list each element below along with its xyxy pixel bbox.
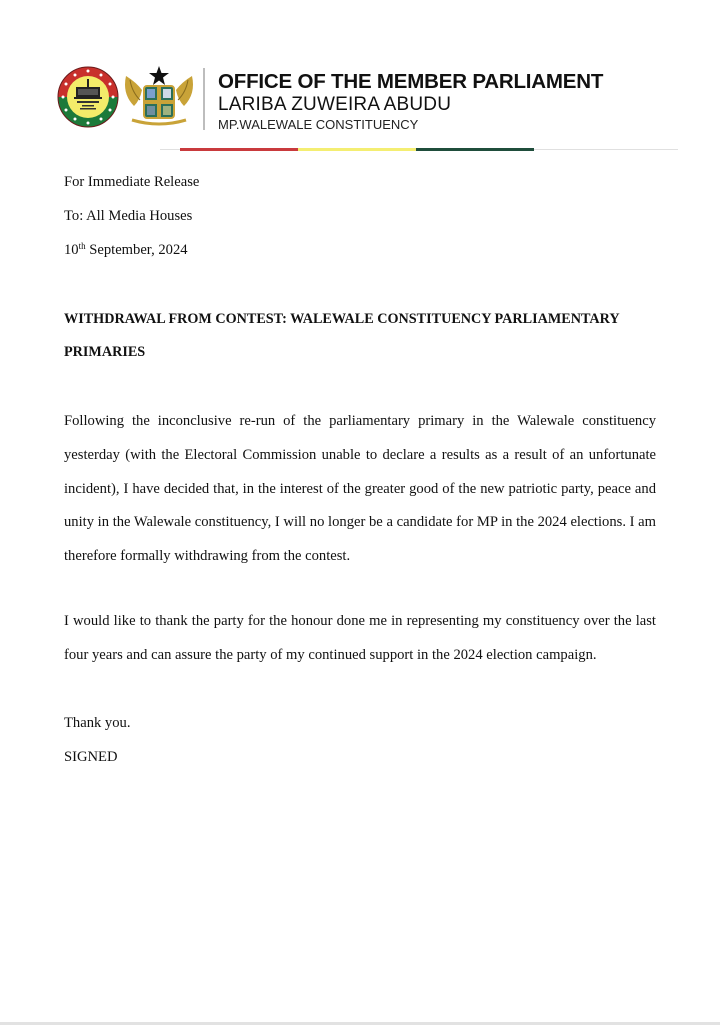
recipient-line: To: All Media Houses xyxy=(64,208,193,224)
signature: SIGNED xyxy=(64,749,118,765)
title-line-1: WITHDRAWAL FROM CONTEST: WALEWALE CONSTITUENCY PARLIAMENTARY xyxy=(64,311,620,327)
title-line-2: PRIMARIES xyxy=(64,344,146,360)
header-divider xyxy=(203,68,205,130)
closing-thanks: Thank you. xyxy=(64,715,131,731)
header-rule-grey-left xyxy=(160,149,180,150)
date-suffix: th xyxy=(78,241,86,251)
body-paragraph-1: Following the inconclusive re-run of the parliamentary primary in the Walewale constituency yesterday (with the Electoral Commission unable to declare a results as a result of an unfortunate incident), I have decided that, in the interest of the greater good of the new patriotic party, peace and unity in the Walewale constituency, I will no longer be a candidate for MP in the 2024 elections. I am therefore formally withdrawing from the contest. xyxy=(64,413,656,565)
header-rule-red xyxy=(180,148,298,151)
header-rule-yellow xyxy=(298,148,416,151)
constituency-label: MP.WALEWALE CONSTITUENCY xyxy=(218,117,419,132)
date-rest: September, 2024 xyxy=(85,242,188,258)
parliament-seal-icon xyxy=(57,66,119,128)
header-rule-green xyxy=(416,148,534,151)
body-paragraph-2: I would like to thank the party for the honour done me in representing my constituency over the last four years and can assure the party of my continued support in the 2024 election campaign. xyxy=(64,613,656,663)
coat-of-arms-icon xyxy=(120,64,198,130)
date-line xyxy=(64,242,188,259)
date-day: 10 xyxy=(64,242,79,258)
letterhead xyxy=(0,0,720,160)
office-title: OFFICE OF THE MEMBER PARLIAMENT xyxy=(218,70,604,93)
header-rule-grey xyxy=(534,149,678,150)
mp-name: LARIBA ZUWEIRA ABUDU xyxy=(218,94,452,115)
release-line: For Immediate Release xyxy=(64,174,200,190)
